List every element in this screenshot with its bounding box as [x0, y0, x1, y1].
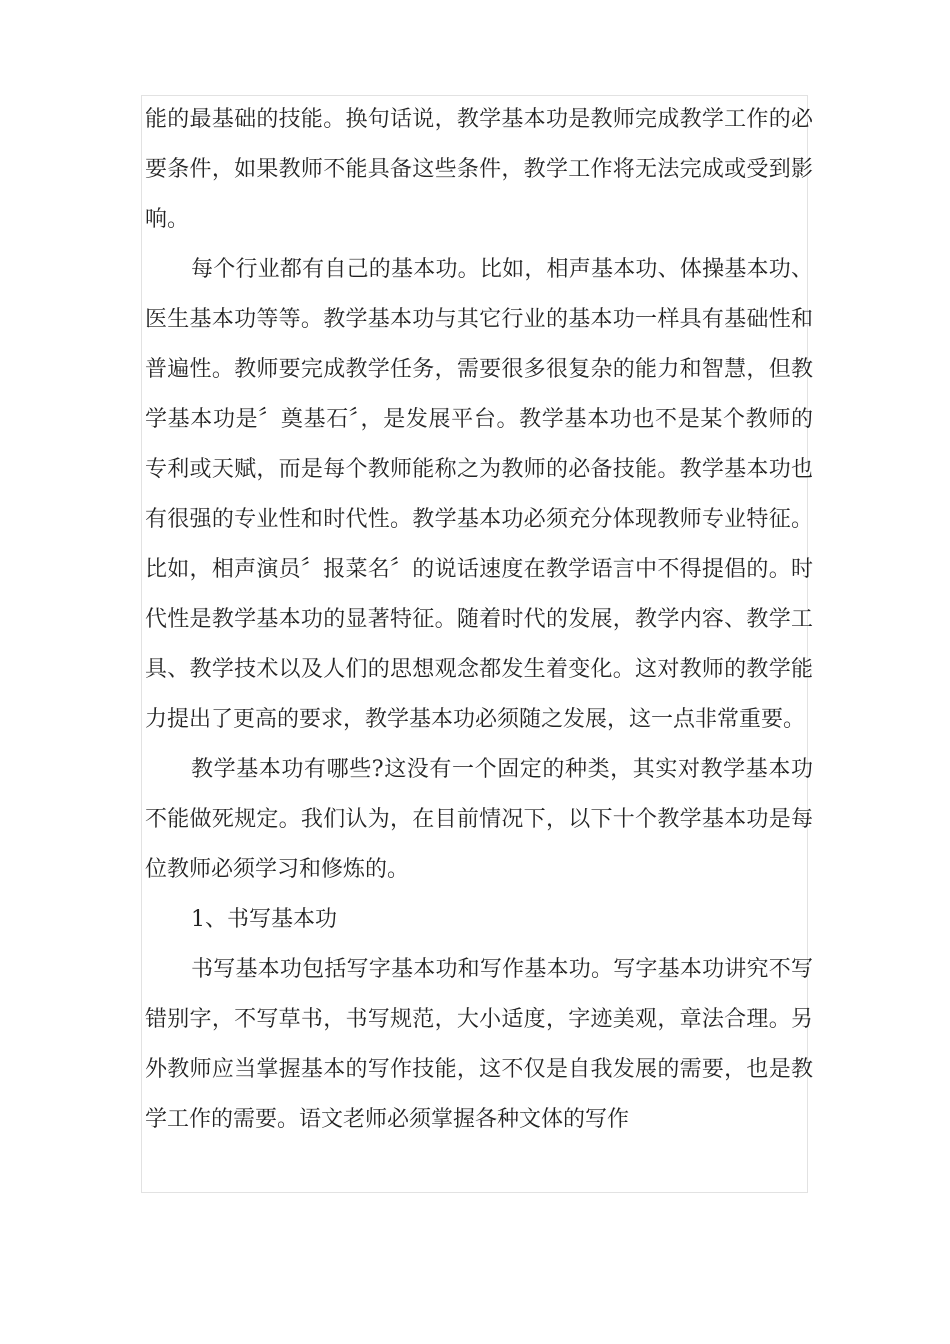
paragraph-3: 教学基本功有哪些?这没有一个固定的种类，其实对教学基本功不能做死规定。我们认为，在目前情况下，以下十个教学基本功是每位教师必须学习和修炼的。 [145, 757, 813, 882]
paragraph-1: 能的最基础的技能。换句话说，教学基本功是教师完成教学工作的必要条件，如果教师不能具备这些条件，教学工作将无法完成或受到影响。 [145, 107, 813, 232]
paragraph-2: 每个行业都有自己的基本功。比如，相声基本功、体操基本功、医生基本功等等。教学基本功与其它行业的基本功一样具有基础性和普遍性。教师要完成教学任务，需要很多很复杂的能力和智慧，但教学基本功是〞奠基石〞，是发展平台。教学基本功也不是某个教师的专利或天赋，而是每个教师能称之为教师的必备技能。教学基本功也有很强的专业性和时代性。教学基本功必须充分体现教师专业特征。比如，相声演员〞报菜名〞的说话速度在教学语言中不得提倡的。时代性是教学基本功的显著特征。随着时代的发展，教学内容、教学工具、教学技术以及人们的思想观念都发生着变化。这对教师的教学能力提出了更高的要求，教学基本功必须随之发展，这一点非常重要。 [145, 257, 813, 732]
section-heading: 1、书写基本功 [191, 907, 337, 932]
document-body [145, 95, 813, 1145]
paragraph-4: 书写基本功包括写字基本功和写作基本功。写字基本功讲究不写错别字，不写草书，书写规范，大小适度，字迹美观，章法合理。另外教师应当掌握基本的写作技能，这不仅是自我发展的需要，也是教学工作的需要。语文老师必须掌握各种文体的写作 [145, 957, 813, 1132]
